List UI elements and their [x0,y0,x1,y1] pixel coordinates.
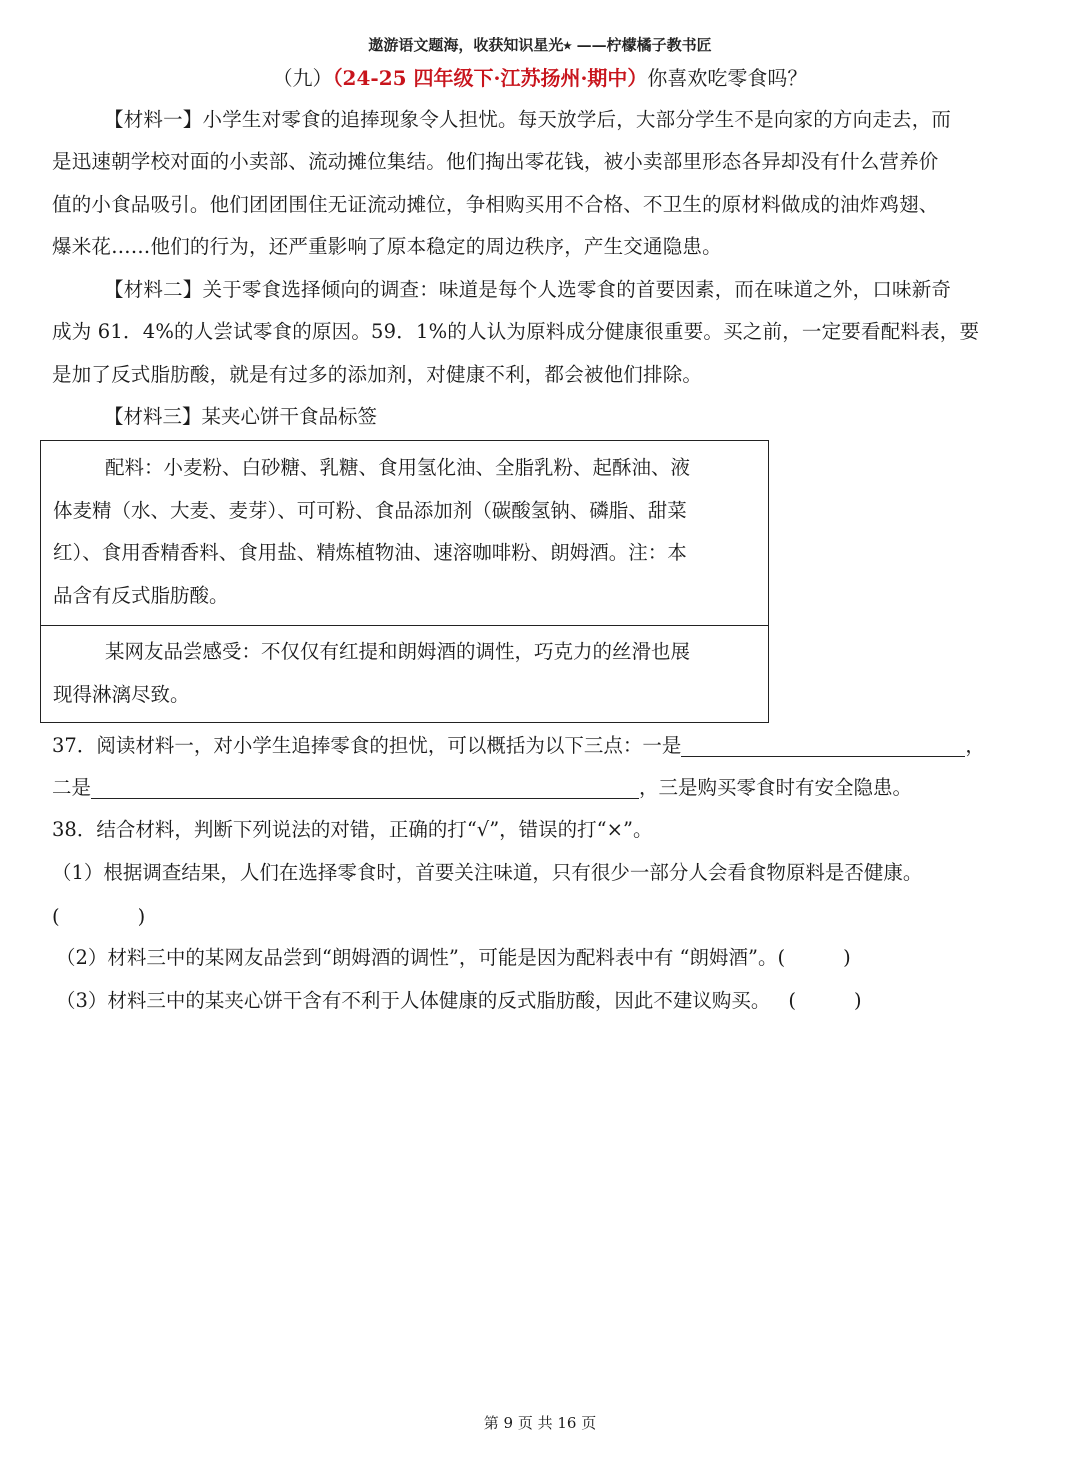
close-paren: ) [137,905,146,928]
question-38-item-3 [56,990,862,1012]
question-37-line2 [52,777,912,799]
question-37-text: 二是 [52,776,92,799]
question-37-comma: ， [965,734,985,757]
answer-paren-2[interactable] [777,946,850,969]
answer-paren-3[interactable] [788,989,861,1012]
ingredients-list [53,447,757,617]
page-footer: 第 9 页 共 16 页 [483,1414,597,1432]
question-37-line1 [52,735,985,757]
box-divider [41,625,768,626]
ingredients-line: 配料：小麦粉、白砂糖、乳糖、食用氢化油、全脂乳粉、起酥油、液 [105,456,691,479]
review-line: 某网友品尝感受：不仅仅有红提和朗姆酒的调性，巧克力的丝滑也展 [105,640,691,663]
section-title [0,62,1080,91]
answer-blank-two[interactable] [91,778,639,799]
answer-blank-one[interactable] [681,736,965,757]
question-38-stem: 38．结合材料，判断下列说法的对错，正确的打“√”，错误的打“×”。 [52,818,653,841]
material-three-label: 【材料三】某夹心饼干食品标签 [104,405,378,428]
review-line: 现得淋漓尽致。 [53,682,190,706]
material-one-line: 爆米花……他们的行为，还严重影响了原本稳定的周边秩序，产生交通隐患。 [52,234,722,258]
material-one-line: 值的小食品吸引。他们团团围住无证流动摊位，争相购买用不合格、不卫生的原材料做成的油炸鸡翅、 [52,192,939,216]
open-paren: ( [788,989,797,1012]
close-paren: ) [854,989,862,1012]
material-two-label: 【材料二】 [104,278,203,301]
question-37-text: 37．阅读材料一，对小学生追捧零食的担忧，可以概括为以下三点：一是 [52,734,682,757]
material-two-line: 是加了反式脂肪酸，就是有过多的添加剂，对健康不利，都会被他们排除。 [52,362,703,386]
section-number: （九） [272,66,333,90]
ingredients-line: 品含有反式脂肪酸。 [53,583,229,607]
section-source: （24-25 四年级下·江苏扬州·期中） [332,66,648,90]
page-header: 遨游语文题海，收获知识星光⭑ ——柠檬橘子教书匠 [368,36,712,54]
open-paren: ( [777,946,786,969]
question-37-text: ，三是购买零食时有安全隐患。 [639,776,913,799]
close-paren: ) [843,946,851,969]
material-two [52,269,1028,396]
answer-paren-1[interactable] [52,906,145,928]
item-3-text: （3）材料三中的某夹心饼干含有不利于人体健康的反式脂肪酸，因此不建议购买。 [56,989,771,1012]
netizen-review [53,631,757,716]
question-38-item-1: （1）根据调查结果，人们在选择零食时，首要关注味道，只有很少一部分人会看食物原料是否健康。 [52,861,923,884]
material-two-line: 关于零食选择倾向的调查：味道是每个人选零食的首要因素，而在味道之外，口味新奇 [202,278,952,301]
food-label-box [40,440,769,723]
material-one-line: 小学生对零食的追捧现象令人担忧。每天放学后，大部分学生不是向家的方向走去，而 [202,108,952,131]
material-two-line: 成为 61．4%的人尝试零食的原因。59．1%的人认为原料成分健康很重要。买之前，一定要看配料表，要 [52,320,980,344]
item-2-text: （2）材料三中的某网友品尝到“朗姆酒的调性”，可能是因为配料表中有 “朗姆酒”。 [56,946,778,969]
material-one-line: 是迅速朝学校对面的小卖部、流动摊位集结。他们掏出零花钱，被小卖部里形态各异却没有什么营养价 [52,150,939,174]
open-paren: ( [52,905,60,928]
question-38-item-2 [56,947,851,969]
ingredients-line: 体麦精（水、大麦、麦芽）、可可粉、食品添加剂（碳酸氢钠、磷脂、甜菜 [53,498,687,522]
material-one [52,99,1028,268]
material-one-label: 【材料一】 [104,108,203,131]
ingredients-line: 红）、食用香精香料、食用盐、精炼植物油、速溶咖啡粉、朗姆酒。注：本 [53,541,687,564]
section-topic: 你喜欢吃零食吗？ [647,66,808,90]
